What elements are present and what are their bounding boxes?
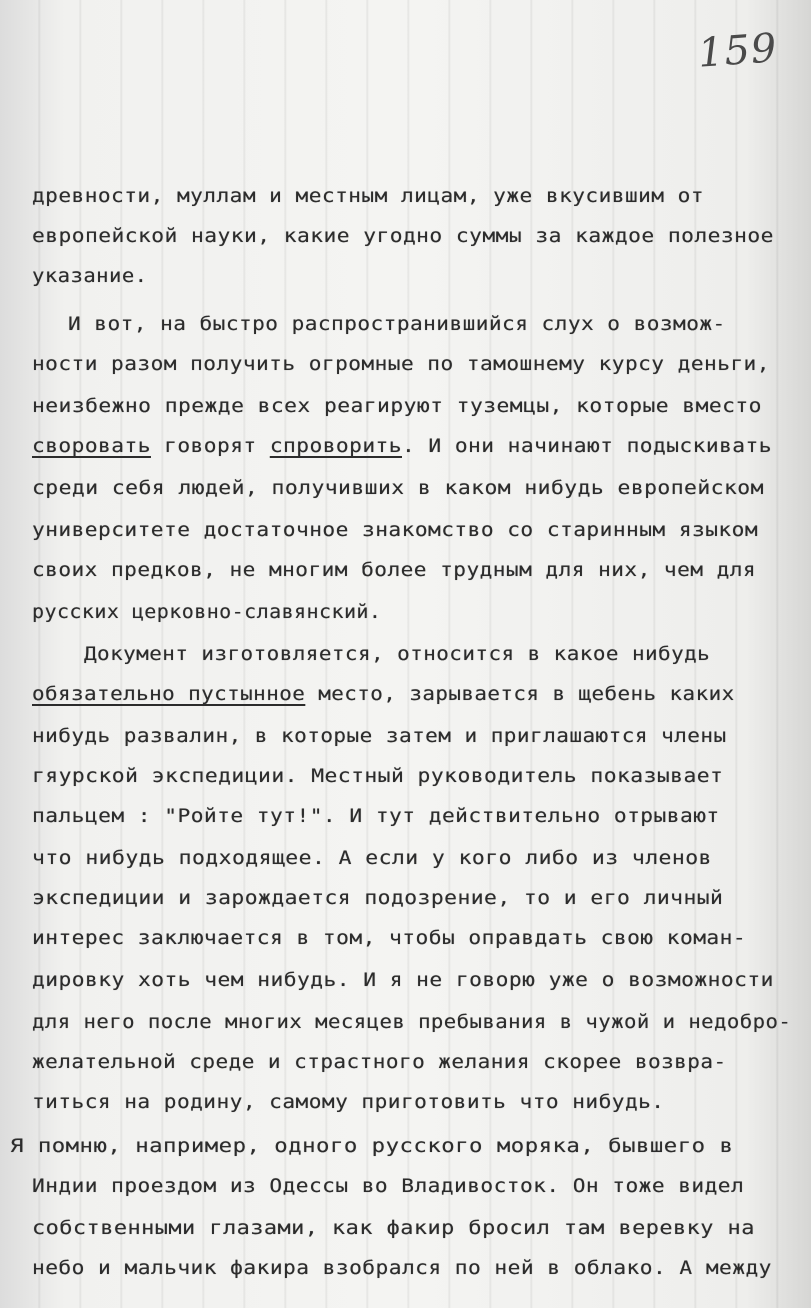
text-segment: говорят <box>150 435 270 457</box>
text-segment: среди себя людей, получивших в каком нибудь европейском <box>32 477 764 499</box>
text-line <box>32 1002 791 1042</box>
text-line <box>32 960 774 1000</box>
underlined-word: своровать <box>32 435 151 457</box>
text-line <box>32 796 720 836</box>
text-line <box>32 918 746 958</box>
text-line <box>32 344 770 384</box>
text-segment: Я помню, например, одного русского моряка, бывшего в <box>10 1135 734 1157</box>
text-segment: европейской науки, какие угодно суммы за каждое полезное <box>32 225 774 247</box>
text-segment: дировку хоть чем нибудь. И я не говорю уже о возможности <box>32 969 774 991</box>
text-line <box>32 426 772 466</box>
underlined-word: спроворить <box>269 435 402 457</box>
underlined-word: обязательно пустынное <box>32 683 306 705</box>
text-segment: русских церковно-славянский. <box>32 601 382 623</box>
text-line <box>84 634 710 674</box>
text-segment: интерес заключается в том, чтобы оправдать свою коман- <box>32 927 747 949</box>
text-line <box>32 674 735 714</box>
text-line <box>32 1082 664 1122</box>
text-segment: древности, муллам и местным лицам, уже вкусившим от <box>32 185 705 207</box>
text-segment: неизбежно прежде всех реагируют туземцы, которые вместо <box>32 395 762 417</box>
text-segment: . И они начинают подыскивать <box>401 435 772 457</box>
text-segment: И вот, на быстро распространившийся слух о возмож- <box>68 313 726 335</box>
text-segment: место, зарывается в щебень каких <box>305 683 735 705</box>
text-line <box>32 176 704 216</box>
text-line <box>32 592 381 632</box>
text-segment: гяурской экспедиции. Местный руководитель показывает <box>32 765 724 787</box>
text-line <box>32 716 727 756</box>
text-line <box>32 256 148 296</box>
text-segment: своих предков, не многим более трудным для них, чем для <box>32 559 757 581</box>
text-line <box>68 304 726 344</box>
text-line <box>32 468 764 508</box>
text-segment: университете достаточное знакомство со старинным языком <box>32 519 759 541</box>
text-segment: что нибудь подходящее. А если у кого либо из членов <box>32 847 712 869</box>
text-segment: титься на родину, самому приготовить что нибудь. <box>32 1091 665 1113</box>
text-segment: указание. <box>32 265 148 287</box>
text-line <box>32 756 723 796</box>
text-line <box>32 216 774 256</box>
text-segment: пальцем : "Ройте тут!". И тут действительно отрывают <box>32 805 720 827</box>
text-line <box>32 1042 727 1082</box>
text-segment: для него после многих месяцев пребывания в чужой и недобро- <box>32 1011 792 1033</box>
text-segment: собственными глазами, как факир бросил там веревку на <box>32 1217 755 1239</box>
text-line <box>32 1208 755 1248</box>
text-segment: небо и мальчик факира взобрался по ней в облако. А между <box>32 1257 772 1279</box>
text-line <box>32 838 712 878</box>
text-line <box>32 510 758 550</box>
text-line <box>32 1166 744 1206</box>
text-line <box>10 1126 733 1166</box>
text-segment: желательной среде и страстного желания скорее возвра- <box>32 1051 727 1073</box>
page-number: 159 <box>696 25 779 77</box>
text-line <box>32 1248 772 1288</box>
text-line <box>32 550 756 590</box>
text-segment: ности разом получить огромные по тамошнему курсу деньги, <box>32 353 770 375</box>
text-segment: Документ изготовляется, относится в какое нибудь <box>84 643 711 665</box>
text-line <box>32 386 762 426</box>
text-segment: экспедиции и зарождается подозрение, то и его личный <box>32 887 724 909</box>
text-segment: нибудь развалин, в которые затем и приглашаются члены <box>32 725 727 747</box>
text-line <box>32 878 723 918</box>
text-segment: Индии проездом из Одессы во Владивосток. Он тоже видел <box>32 1175 745 1197</box>
